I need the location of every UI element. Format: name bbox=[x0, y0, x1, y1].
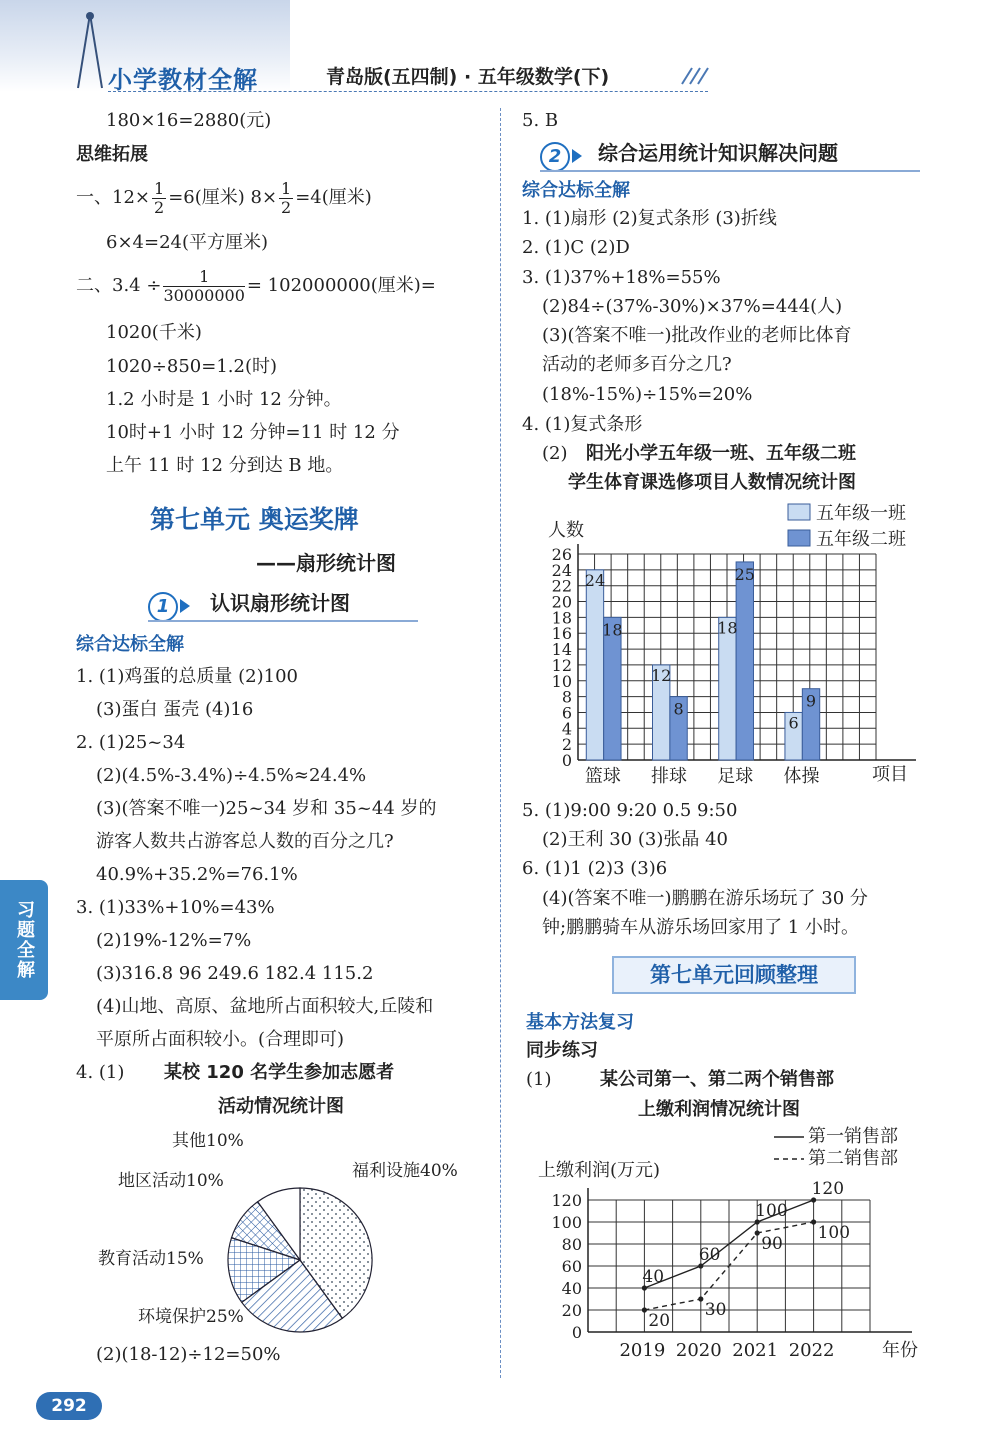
legend-entry: 五年级二班 bbox=[816, 529, 906, 550]
line-value-label: 120 bbox=[811, 1179, 845, 1199]
line-y-tick: 120 bbox=[551, 1191, 582, 1210]
pie-chart bbox=[90, 1120, 490, 1340]
bar-y-tick: 12 bbox=[551, 655, 572, 675]
bar-value-label: 24 bbox=[584, 570, 606, 590]
bar-x-label: 项目 bbox=[872, 764, 908, 785]
q4-line1: 4. (1) bbox=[76, 1062, 125, 1083]
bar-value-label: 6 bbox=[788, 713, 799, 733]
practice-sync-heading: 同步练习 bbox=[526, 1040, 598, 1061]
ex2-line1: 二、3.4 ÷ $\frac{1}{30000000}$ = 102000000(厘米)= bbox=[76, 266, 436, 305]
ex2-line2: 1020(千米) bbox=[106, 322, 202, 343]
q3-line4: (4)山地、高原、盆地所占面积较大,丘陵和 bbox=[96, 996, 434, 1017]
bar-title-line2: 学生体育课选修项目人数情况统计图 bbox=[568, 472, 856, 493]
line-value-label: 30 bbox=[704, 1300, 727, 1320]
bar-y-tick: 0 bbox=[561, 751, 572, 770]
line-value-label: 100 bbox=[817, 1223, 851, 1243]
unit-title: 第七单元 奥运奖牌 bbox=[150, 505, 359, 534]
thinking-heading: 思维拓展 bbox=[76, 144, 148, 165]
bar-value-label: 18 bbox=[717, 618, 738, 638]
q1-line2: (3)蛋白 蛋壳 (4)16 bbox=[96, 699, 254, 720]
bar-y-tick: 2 bbox=[561, 735, 572, 755]
a2-line: 2. (1)C (2)D bbox=[522, 237, 630, 258]
p1-label: (1) bbox=[526, 1069, 552, 1090]
line-y-label: 上缴利润(万元) bbox=[538, 1160, 661, 1181]
line-x-label: 年份 bbox=[882, 1340, 918, 1361]
pie-slice-label: 地区活动10% bbox=[118, 1171, 224, 1191]
stripes-icon bbox=[680, 66, 716, 86]
ex1-line2: 6×4=24(平方厘米) bbox=[106, 232, 269, 253]
section-arrow-icon bbox=[180, 599, 190, 613]
bar-value-label: 25 bbox=[734, 564, 755, 584]
q3-line1: 3. (1)33%+10%=43% bbox=[76, 897, 275, 918]
q3-line5: 平原所占面积较小。(合理即可) bbox=[96, 1029, 345, 1050]
bar-value-label: 8 bbox=[673, 699, 684, 719]
line-y-tick: 100 bbox=[551, 1213, 582, 1232]
line-value-label: 90 bbox=[761, 1234, 783, 1254]
bar-category-label: 排球 bbox=[651, 766, 688, 787]
legend-swatch bbox=[788, 504, 810, 520]
a3-line2: (2)84÷(37%-30%)×37%=444(人) bbox=[542, 296, 843, 317]
line-y-tick: 0 bbox=[571, 1323, 582, 1342]
review-banner: 第七单元回顾整理 bbox=[612, 956, 856, 994]
a5-line1: 5. (1)9:00 9:20 0.5 9:50 bbox=[522, 800, 738, 821]
q4-line2: (2)(18-12)÷12=50% bbox=[96, 1344, 281, 1365]
a6-line2: (4)(答案不唯一)鹏鹏在游乐场玩了 30 分 bbox=[542, 888, 868, 909]
legend-entry: 五年级一班 bbox=[816, 503, 906, 524]
q3-line3: (3)316.8 96 249.6 182.4 115.2 bbox=[96, 963, 374, 984]
practice2-heading: 综合达标全解 bbox=[522, 180, 630, 201]
section-badge: 1 bbox=[148, 592, 178, 622]
section2-underline bbox=[540, 170, 920, 172]
legend-entry: 第二销售部 bbox=[808, 1148, 898, 1169]
a4-line1: 4. (1)复式条形 bbox=[522, 414, 643, 435]
bar-category-label: 足球 bbox=[717, 766, 754, 787]
bar-y-tick: 6 bbox=[561, 703, 572, 723]
calc-line: 180×16=2880(元) bbox=[106, 110, 272, 131]
compass-icon bbox=[70, 8, 110, 92]
a5-line2: (2)王利 30 (3)张晶 40 bbox=[542, 829, 728, 850]
column-divider bbox=[500, 108, 501, 1378]
a6-line3: 钟;鹏鹏骑车从游乐场回家用了 1 小时。 bbox=[542, 917, 859, 938]
a3-line5: (18%-15%)÷15%=20% bbox=[542, 384, 753, 405]
q2-line3: (3)(答案不唯一)25~34 岁和 35~44 岁的 bbox=[96, 798, 437, 819]
line-y-tick: 20 bbox=[561, 1301, 582, 1320]
q1-line1: 1. (1)鸡蛋的总质量 (2)100 bbox=[76, 666, 298, 687]
a3-line3: (3)(答案不唯一)批改作业的老师比体育 bbox=[542, 325, 852, 346]
line-point bbox=[642, 1307, 647, 1312]
method-heading: 基本方法复习 bbox=[526, 1012, 634, 1033]
bar bbox=[719, 617, 736, 760]
bar-y-tick: 26 bbox=[551, 545, 572, 564]
answer-5: 5. B bbox=[522, 110, 559, 131]
line-value-label: 40 bbox=[642, 1267, 665, 1287]
pie-slice-label: 教育活动15% bbox=[98, 1249, 204, 1269]
section2-arrow-icon bbox=[572, 149, 582, 163]
q2-line1: 2. (1)25~34 bbox=[76, 732, 186, 753]
bar-value-label: 12 bbox=[651, 665, 672, 685]
bar-category-label: 体操 bbox=[783, 766, 820, 787]
a6-line1: 6. (1)1 (2)3 (3)6 bbox=[522, 858, 668, 879]
line-chart bbox=[530, 1122, 940, 1372]
pie-title-line1: 某校 120 名学生参加志愿者 bbox=[164, 1062, 395, 1083]
line-x-tick: 2022 bbox=[788, 1340, 835, 1361]
q2-line4: 游客人数共占游客总人数的百分之几? bbox=[96, 831, 394, 852]
line-point bbox=[811, 1219, 816, 1224]
bar-y-label: 人数 bbox=[548, 520, 584, 541]
unit-subtitle: ——扇形统计图 bbox=[256, 551, 396, 575]
line-y-tick: 40 bbox=[561, 1279, 582, 1298]
page-number: 292 bbox=[36, 1392, 102, 1420]
pie-slice-label: 环境保护25% bbox=[138, 1307, 244, 1327]
line-value-label: 20 bbox=[648, 1311, 671, 1331]
bar-y-tick: 24 bbox=[551, 560, 572, 580]
q3-line2: (2)19%-12%=7% bbox=[96, 930, 252, 951]
bar-y-tick: 8 bbox=[561, 687, 572, 707]
line-x-tick: 2020 bbox=[675, 1340, 722, 1361]
bar-y-tick: 16 bbox=[551, 624, 572, 644]
line-title-line2: 上缴利润情况统计图 bbox=[638, 1099, 800, 1120]
a1-line: 1. (1)扇形 (2)复式条形 (3)折线 bbox=[522, 208, 777, 229]
ex2-line4: 1.2 小时是 1 小时 12 分钟。 bbox=[106, 389, 342, 410]
bar-chart bbox=[520, 498, 930, 798]
line-value-label: 60 bbox=[698, 1245, 721, 1265]
brand-title: 小学教材全解 bbox=[108, 66, 258, 94]
section2-title: 综合运用统计知识解决问题 bbox=[598, 141, 838, 165]
ex1-line1: 一、12× $\frac{1}{2}$ =6(厘米) 8× $\frac{1}{2}$ =4(厘米) bbox=[76, 178, 372, 217]
bar-value-label: 9 bbox=[805, 691, 817, 711]
section-underline bbox=[148, 620, 418, 622]
ex2-line3: 1020÷850=1.2(时) bbox=[106, 356, 277, 377]
pie-slice-label: 其他10% bbox=[172, 1131, 244, 1151]
bar-y-tick: 14 bbox=[551, 640, 572, 660]
book-subtitle: 青岛版(五四制) · 五年级数学(下) bbox=[326, 66, 610, 88]
line-point bbox=[698, 1296, 703, 1301]
section2-badge: 2 bbox=[540, 142, 570, 172]
line-value-label: 100 bbox=[755, 1201, 788, 1221]
a3-line4: 活动的老师多百分之几? bbox=[542, 354, 732, 375]
a3-line1: 3. (1)37%+18%=55% bbox=[522, 267, 721, 288]
section-title: 认识扇形统计图 bbox=[210, 591, 350, 615]
practice-heading: 综合达标全解 bbox=[76, 634, 184, 655]
pie-title-line2: 活动情况统计图 bbox=[218, 1096, 344, 1117]
side-tab: 习题全解 bbox=[0, 880, 48, 1000]
ex2-line6: 上午 11 时 12 分到达 B 地。 bbox=[106, 455, 344, 476]
bar-category-label: 篮球 bbox=[584, 766, 621, 787]
bar-y-tick: 20 bbox=[551, 592, 572, 612]
legend-entry: 第一销售部 bbox=[808, 1126, 898, 1147]
bar-title-line1: 阳光小学五年级一班、五年级二班 bbox=[586, 443, 856, 464]
pie-slice-label: 福利设施40% bbox=[352, 1161, 458, 1181]
q2-line5: 40.9%+35.2%=76.1% bbox=[96, 864, 298, 885]
bar-y-tick: 18 bbox=[551, 608, 572, 628]
bar-y-tick: 4 bbox=[561, 719, 572, 739]
header-divider bbox=[108, 91, 708, 92]
bar bbox=[736, 562, 753, 760]
line-y-tick: 80 bbox=[561, 1235, 582, 1254]
a4-line2: (2) bbox=[542, 443, 568, 464]
line-x-tick: 2021 bbox=[732, 1340, 779, 1361]
line-title-line1: 某公司第一、第二两个销售部 bbox=[600, 1069, 834, 1090]
q2-line2: (2)(4.5%-3.4%)÷4.5%≈24.4% bbox=[96, 765, 367, 786]
bar-y-tick: 10 bbox=[551, 671, 572, 691]
line-y-tick: 60 bbox=[561, 1257, 582, 1276]
line-point bbox=[755, 1230, 760, 1235]
ex2-line5: 10时+1 小时 12 分钟=11 时 12 分 bbox=[106, 422, 400, 443]
bar-value-label: 18 bbox=[602, 620, 623, 640]
bar bbox=[584, 570, 606, 760]
bar-y-tick: 22 bbox=[551, 576, 572, 596]
legend-swatch bbox=[788, 530, 810, 546]
line-x-tick: 2019 bbox=[619, 1340, 666, 1361]
